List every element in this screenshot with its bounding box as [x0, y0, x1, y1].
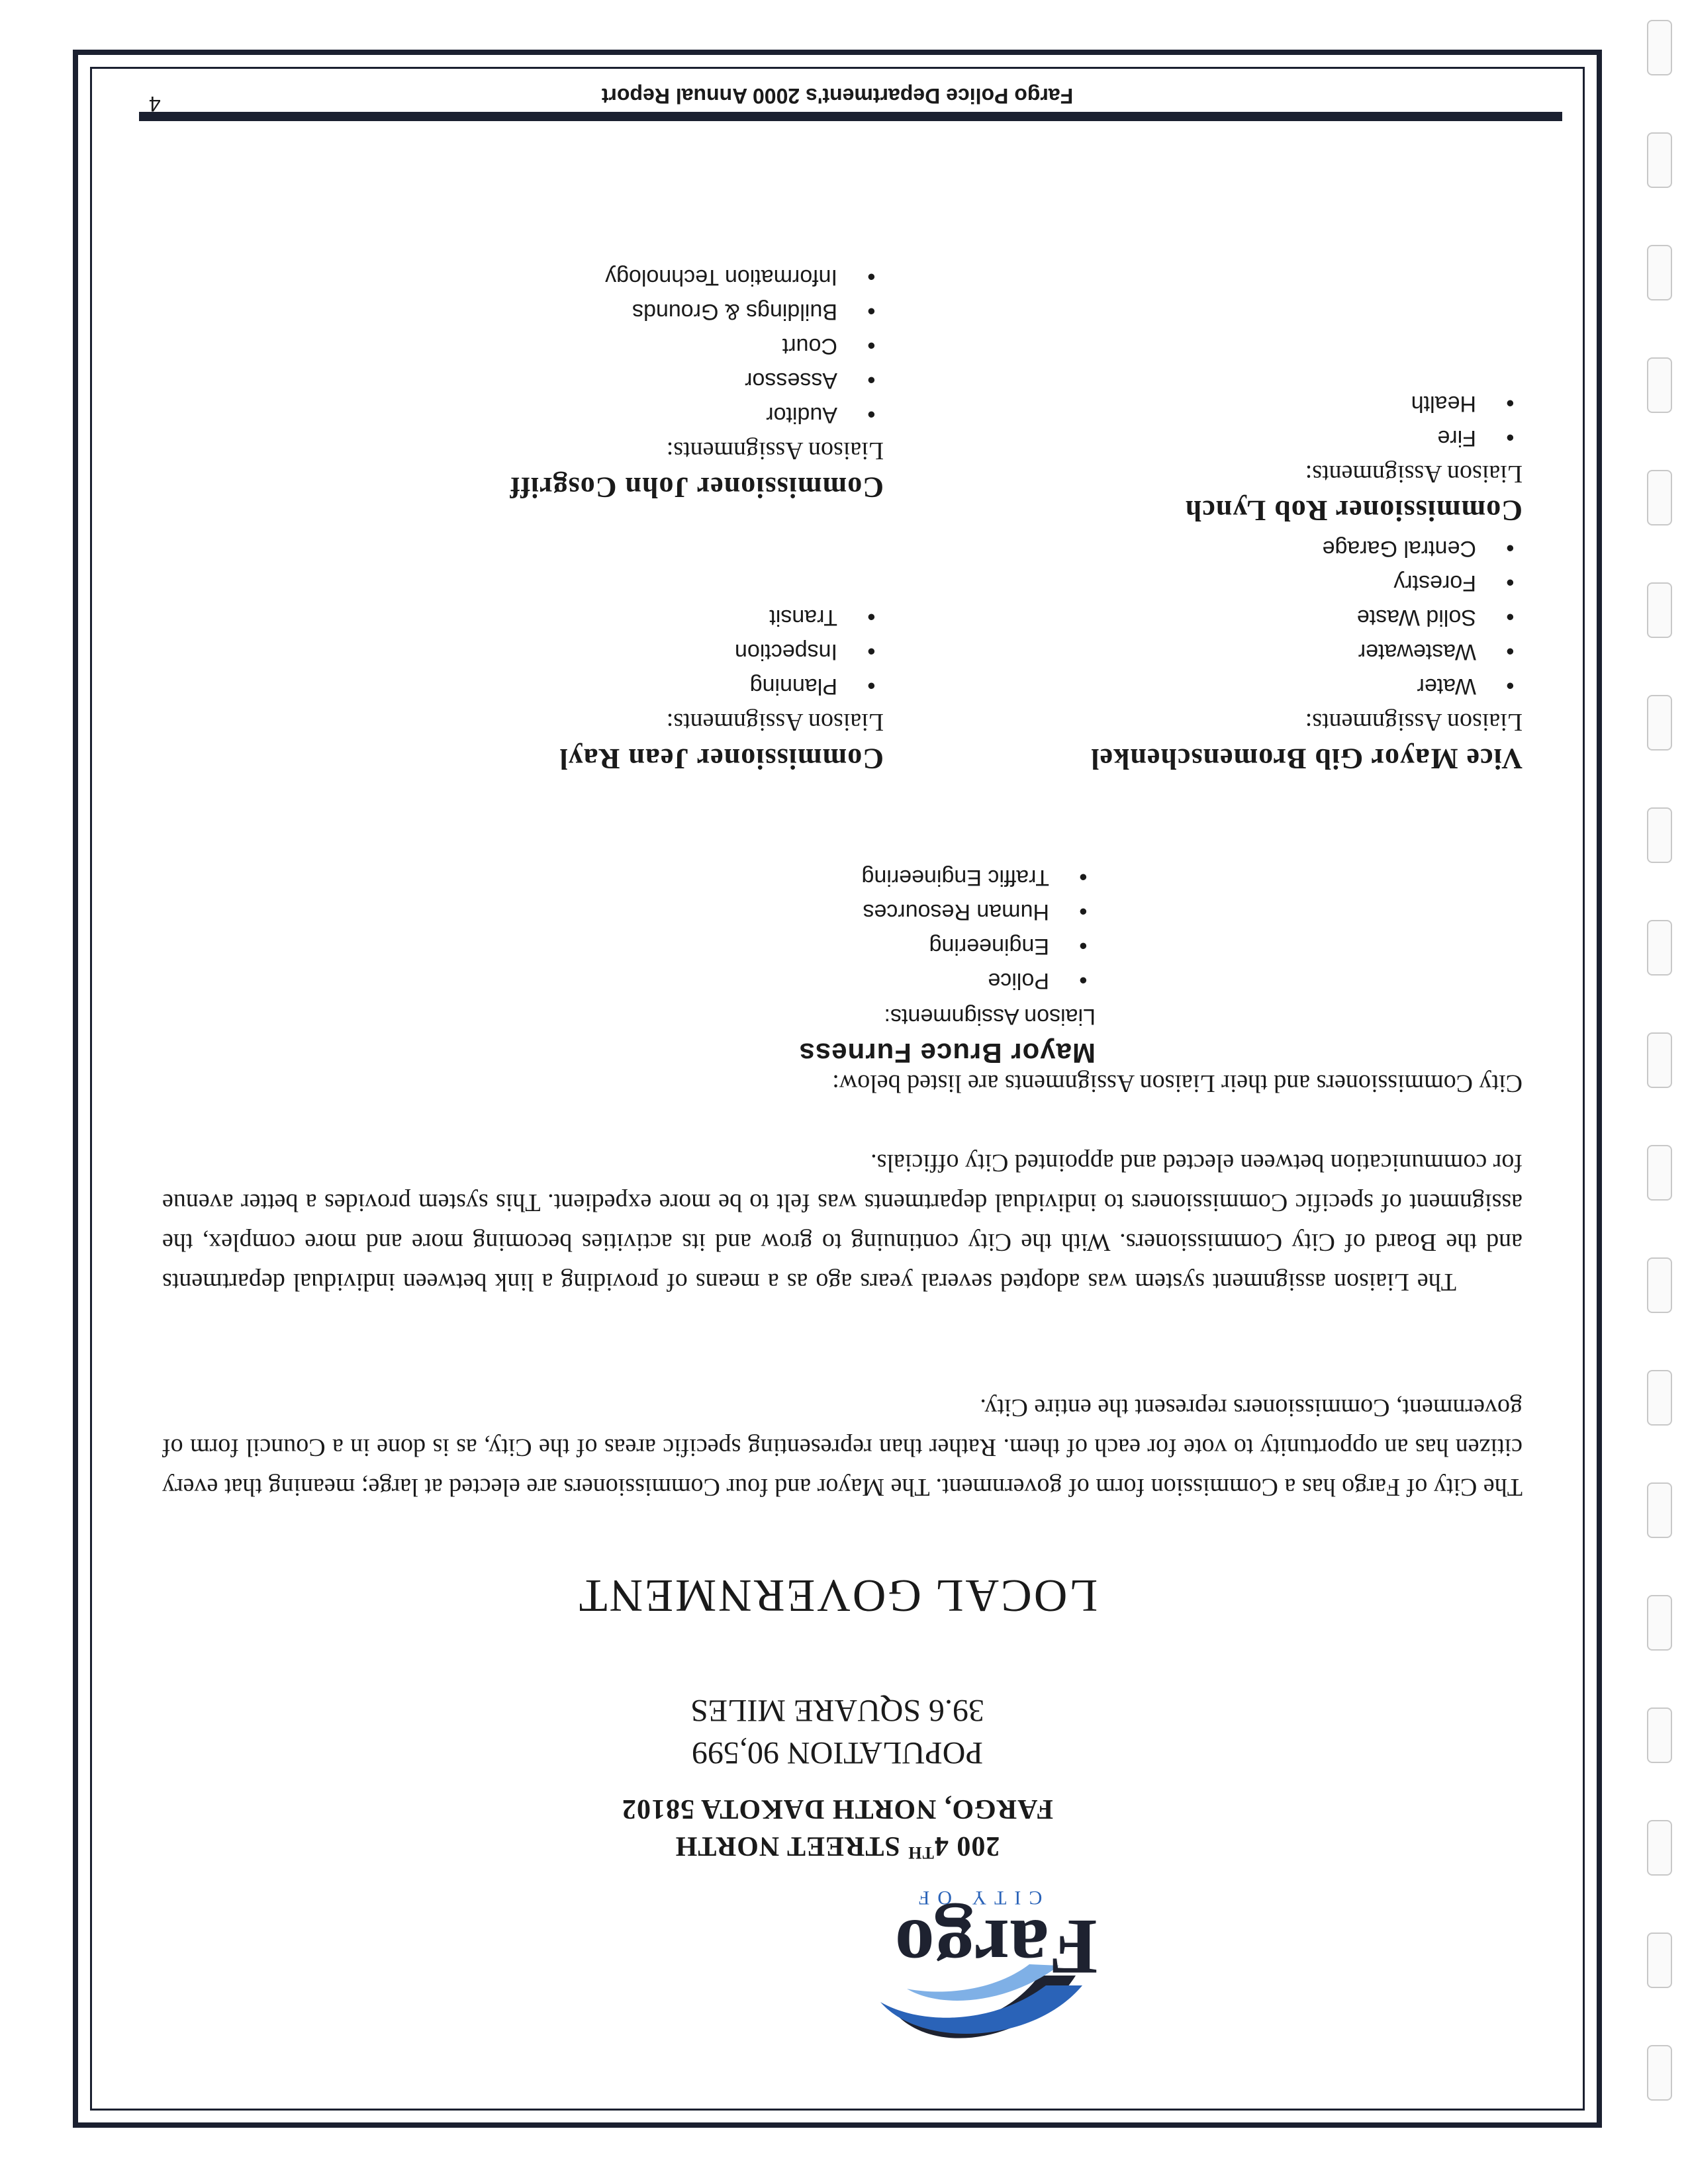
list-item: ● Transit [559, 600, 884, 635]
cosgriff-liaison-list [510, 260, 884, 432]
rayl-liaison-list [559, 600, 884, 704]
binding-ring [1647, 1933, 1672, 1988]
city-address [73, 1790, 1602, 1871]
vice-mayor-liaison-list [1090, 531, 1523, 704]
intro-paragraph: The City of Fargo has a Commission form of government. The Mayor and four Commissioners are elected at large; meaning that every citizen has an opportunity to vote for each of them. Rather than representing specific areas of the City, as is done in a Council form of government, Commissioners represent the entire City. [162, 1394, 1523, 1501]
list-item: ● Health [1185, 387, 1523, 421]
mayor-liaison-list [799, 860, 1096, 998]
binding-ring [1647, 1370, 1672, 1426]
list-item: ● Traffic Engineering [799, 860, 1096, 895]
spiral-binding [1647, 20, 1673, 2164]
address-ordinal: TH [908, 1843, 934, 1862]
rayl-liaison-group [559, 600, 884, 778]
list-item: ● Water [1090, 669, 1523, 704]
liaison-paragraph: The Liaison assignment system was adopted several years ago as a means of providing a link between individual departments and the Board of City Commissioners. With the City continuing to grow and its activities becoming more and more complex, the assignment of specific Commissioners to individual departments was felt to be more expedient. This system provides a better avenue for communication between elected and appointed City officials. [162, 1149, 1523, 1296]
logo-wordmark: Fargo [894, 1903, 1098, 1991]
page-number: 4 [149, 92, 161, 116]
list-item: ● Inspection [559, 635, 884, 669]
binding-ring [1647, 2045, 1672, 2101]
list-item: ● Solid Waste [1090, 600, 1523, 635]
list-item: ● Court [510, 329, 884, 363]
list-item: ● Planning [559, 669, 884, 704]
commissioners-intro: City Commissioners and their Liaison Assignments are listed below: [832, 1069, 1523, 1097]
lynch-liaison-label: Liaison Assignments: [1305, 460, 1523, 488]
binding-ring [1647, 20, 1672, 75]
list-item: ● Human Resources [799, 895, 1096, 929]
lynch-liaison-list [1185, 387, 1523, 455]
list-item: ● Central Garage [1090, 531, 1523, 566]
document-page [73, 50, 1602, 2128]
list-item: ● Assessor [510, 363, 884, 398]
vice-mayor-name: Vice Mayor Gib Bromenschenkel [1090, 743, 1523, 775]
binding-ring [1647, 1032, 1672, 1088]
list-item: ● Information Technology [510, 260, 884, 295]
binding-ring [1647, 132, 1672, 188]
page-heading: LOCAL GOVERNMENT [577, 1570, 1098, 1621]
address-number: 200 4 [933, 1831, 1000, 1861]
binding-ring [1647, 1595, 1672, 1651]
rayl-liaison-label: Liaison Assignments: [666, 708, 884, 736]
address-street-name: STREET NORTH [675, 1831, 908, 1861]
binding-ring [1647, 1145, 1672, 1201]
binding-ring [1647, 1707, 1672, 1763]
list-item: ● Forestry [1090, 566, 1523, 600]
lynch-name: Commissioner Rob Lynch [1184, 494, 1523, 527]
cosgriff-liaison-group [510, 260, 884, 506]
binding-ring [1647, 245, 1672, 300]
lynch-liaison-group [1185, 387, 1523, 529]
mayor-liaison-label: Liaison Assignments: [884, 1004, 1096, 1029]
list-item: ● Engineering [799, 929, 1096, 964]
footer-rule [139, 112, 1562, 121]
binding-ring [1647, 582, 1672, 638]
binding-ring [1647, 1257, 1672, 1313]
address-city-state: FARGO, NORTH DAKOTA 58102 [622, 1794, 1053, 1824]
address-street [73, 1827, 1602, 1871]
cosgriff-liaison-label: Liaison Assignments: [666, 437, 884, 465]
binding-ring [1647, 1482, 1672, 1538]
binding-ring [1647, 695, 1672, 751]
vice-mayor-liaison-group [1090, 531, 1523, 778]
binding-ring [1647, 807, 1672, 863]
mayor-liaison-group [799, 860, 1096, 1072]
binding-ring [1647, 470, 1672, 525]
list-item: ● Police [799, 964, 1096, 998]
list-item: ● Auditor [510, 398, 884, 432]
binding-ring [1647, 920, 1672, 976]
cosgriff-name: Commissioner John Cosgriff [509, 471, 884, 504]
report-footer-title: Fargo Police Department's 2000 Annual Report [601, 84, 1074, 108]
city-of-fargo-logo [854, 1873, 1139, 2065]
city-stats [73, 1689, 1602, 1774]
population-stat: POPULATION 90,599 [692, 1735, 984, 1770]
list-item: ● Fire [1185, 421, 1523, 455]
rayl-name: Commissioner Jean Rayl [559, 743, 884, 775]
area-stat: 39.6 SQUARE MILES [690, 1693, 985, 1728]
list-item: ● Buildings & Grounds [510, 295, 884, 329]
binding-ring [1647, 1820, 1672, 1876]
binding-ring [1647, 357, 1672, 413]
mayor-name: Mayor Bruce Furness [798, 1038, 1096, 1069]
vice-mayor-liaison-label: Liaison Assignments: [1305, 708, 1523, 736]
list-item: ● Wastewater [1090, 635, 1523, 669]
logo-city-of: CITY OF [910, 1887, 1043, 1909]
